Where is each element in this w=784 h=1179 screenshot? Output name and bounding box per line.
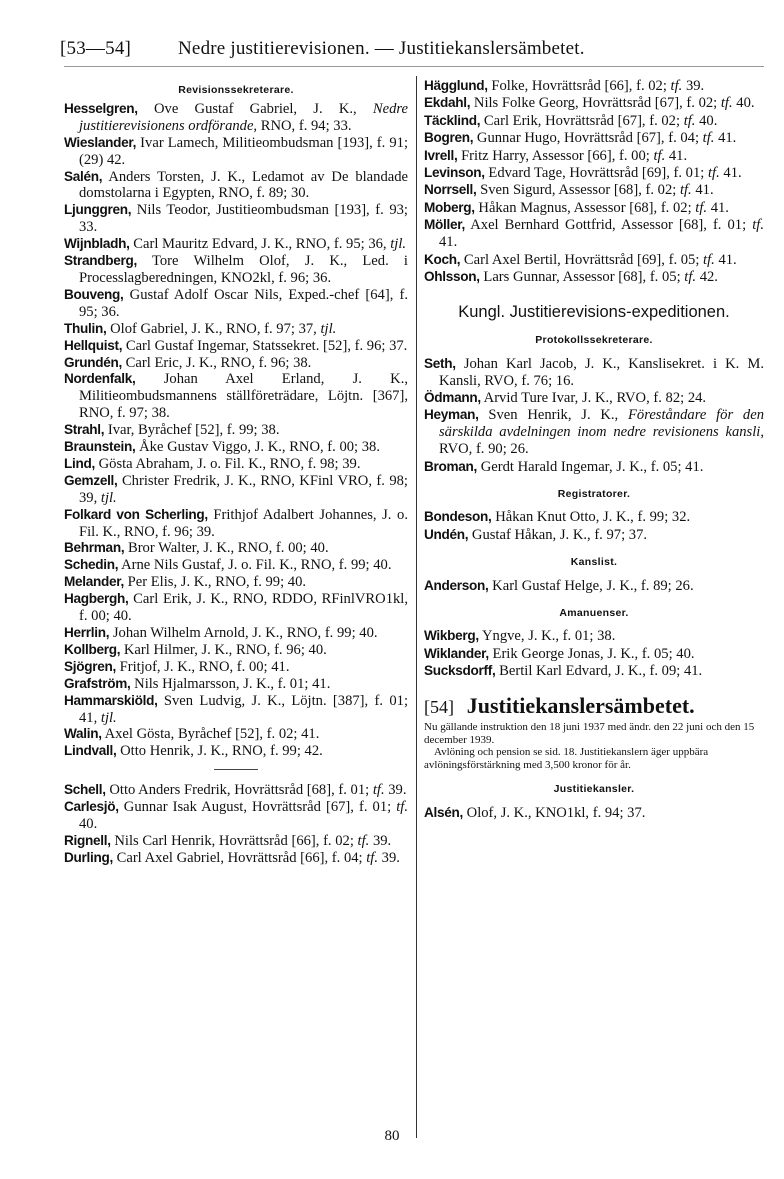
list-item [64, 591, 408, 625]
list-item [424, 407, 764, 458]
section-heading-justitiekansler: Justitiekansler. [553, 783, 635, 796]
entry-list [424, 628, 764, 680]
entry-text: Carl Erik, Hovrättsråd [67], f. 02; [480, 112, 684, 129]
list-item [64, 574, 408, 591]
person-name: Anderson, [424, 577, 489, 593]
list-item [64, 850, 408, 867]
person-name: Lindvall, [64, 743, 117, 759]
entry-text: Nils Carl Henrik, Hovrättsråd [66], f. 02; [110, 832, 358, 849]
entry-title-italic: tf. [653, 147, 666, 164]
list-item [424, 663, 764, 680]
entry-text: Carl Erik, J. K., RNO, RDDO, RFinlVRO1kl, f. 00; 40. [79, 591, 408, 625]
list-item [64, 625, 408, 642]
list-item [64, 782, 408, 799]
section-heading-registratorer: Registratorer. [557, 487, 631, 500]
entry-text: Per Elis, J. K., RNO, f. 99; 40. [124, 574, 307, 591]
person-name: Schell, [64, 782, 106, 798]
column-rule [416, 76, 417, 1138]
list-item [424, 200, 764, 217]
entry-text: 40. [79, 816, 98, 833]
person-name: Ivrell, [424, 147, 458, 163]
entry-text: 41. [719, 165, 742, 182]
person-name: Ekdahl, [424, 95, 471, 111]
person-name: Alsén, [424, 805, 463, 820]
entry-text: Nils Hjalmarsson, J. K., f. 01; 41. [130, 675, 331, 692]
entry-title-italic: tf. [670, 78, 683, 94]
list-item [64, 540, 408, 557]
entry-text: Sven Henrik, J. K., [478, 407, 628, 424]
person-name: Nordenfalk, [64, 371, 136, 387]
running-header [60, 38, 760, 60]
person-name: Grafström, [64, 675, 131, 691]
entry-title-italic: tf. [366, 849, 379, 866]
entry-title-italic: tf. [695, 199, 708, 216]
entry-text: Johan Karl Jacob, J. K., Kanslisekret. i K. M. Kansli, RVO, f. 76; 16. [439, 355, 764, 389]
list-item [424, 113, 764, 130]
entry-text: Carl Mauritz Edvard, J. K., RNO, f. 95; 36, [129, 236, 391, 253]
entry-list [424, 805, 764, 822]
list-item [64, 135, 408, 169]
entry-text: 40. [732, 95, 755, 112]
person-name: Durling, [64, 849, 113, 865]
section-heading-amanuenser: Amanuenser. [559, 606, 629, 619]
entry-text: Johan Axel Erland, J. K., Militieombudsmannens ställföreträdare, Löjtn. [367], RNO, f. 97; 38. [79, 371, 408, 422]
entry-text: Håkan Magnus, Assessor [68], f. 02; [474, 199, 696, 216]
entry-text: Åke Gustav Viggo, J. K., RNO, f. 00; 38. [135, 439, 380, 456]
entry-text: 41. [439, 234, 458, 251]
right-column [424, 78, 764, 822]
entry-text: Axel Gösta, Byråchef [52], f. 02; 41. [101, 726, 320, 743]
entry-list [64, 101, 408, 760]
entry-text: Arvid Ture Ivar, J. K., RVO, f. 82; 24. [480, 390, 707, 406]
entry-title-italic: tjl. [100, 709, 117, 726]
person-name: Wijnbladh, [64, 236, 130, 252]
list-item [424, 217, 764, 251]
entry-text: Otto Henrik, J. K., RNO, f. 99; 42. [116, 743, 323, 760]
entry-title-italic: tf. [720, 95, 733, 112]
person-name: Strahl, [64, 422, 105, 438]
person-name: Braunstein, [64, 439, 136, 455]
list-item [424, 578, 764, 595]
entry-text: Folke, Hovrättsråd [66], f. 02; [487, 78, 671, 94]
list-item [64, 456, 408, 473]
entry-title-italic: tf. [702, 130, 715, 147]
list-item [64, 743, 408, 760]
entry-text: Fritjof, J. K., RNO, f. 00; 41. [115, 658, 290, 675]
entry-text: Anders Torsten, J. K., Ledamot av De blandade domstolarna i Egypten, RNO, f. 89; 30. [79, 168, 408, 202]
entry-text: 41. [714, 251, 737, 268]
list-item [424, 148, 764, 165]
list-item [64, 659, 408, 676]
entry-text: Gerdt Harald Ingemar, J. K., f. 05; 41. [477, 458, 704, 475]
section-heading-protokollssekreterare: Protokollssekreterare. [535, 333, 653, 346]
person-name: Undén, [424, 526, 469, 542]
note-salary: Avlöning och pension se sid. 18. Justitiekanslern äger uppbära avlöningsförstärkning med 3,500 kronor för år. [424, 746, 709, 771]
person-name: Bondeson, [424, 509, 492, 525]
section-heading-revisionssekreterare: Revisionssekreterare. [178, 84, 294, 96]
entry-list [424, 509, 764, 543]
entry-title-italic: tjl. [390, 236, 407, 253]
header-page-range: [53—54] [60, 38, 132, 59]
person-name: Folkard von Scherling, [64, 506, 208, 522]
entry-title-italic: tf. [396, 799, 408, 816]
separator-rule [214, 769, 258, 770]
entry-text: 41. [665, 147, 688, 164]
entry-text: 41. [714, 130, 737, 147]
entry-title-italic: Föreståndare för den särskilda avdelningen inom nedre revisionens kansli, [439, 407, 764, 441]
person-name: Behrman, [64, 540, 125, 556]
note-instruction: Nu gällande instruktion den 18 juni 1937 med ändr. den 22 juni och den 15 december 1939. [424, 721, 755, 746]
list-item [424, 269, 764, 286]
entry-list [424, 78, 764, 286]
list-item [424, 78, 764, 95]
entry-text: Ove Gustaf Gabriel, J. K., [137, 100, 373, 117]
list-item [64, 338, 408, 355]
entry-text: Fritz Harry, Assessor [66], f. 00; [457, 147, 654, 164]
left-column [64, 78, 408, 867]
person-name: Salén, [64, 168, 103, 184]
entry-title-italic: tf. [703, 251, 715, 268]
person-name: Broman, [424, 458, 478, 474]
person-name: Ljunggren, [64, 202, 132, 218]
entry-list [424, 356, 764, 476]
entry-title-italic: tjl. [320, 320, 337, 337]
entry-text: Karl Gustaf Helge, J. K., f. 89; 26. [488, 577, 694, 594]
entry-text: Carl Gustaf Ingemar, Statssekret. [52], f. 96; 37. [122, 337, 408, 354]
entry-text: 40. [695, 112, 718, 129]
list-item [424, 459, 764, 476]
list-item [424, 628, 764, 645]
entry-text: Carl Axel Gabriel, Hovrättsråd [66], f. 04; [112, 849, 367, 866]
entry-text: RNO, f. 94; 33. [257, 117, 352, 134]
list-item [424, 130, 764, 147]
entry-title-italic: tf. [679, 182, 692, 199]
person-name: Möller, [424, 217, 465, 233]
list-item [64, 642, 408, 659]
entry-text: Gösta Abraham, J. o. Fil. K., RNO, f. 98; 39. [94, 455, 361, 472]
person-name: Norrsell, [424, 182, 477, 198]
section-heading-kanslist: Kanslist. [570, 555, 618, 568]
entry-text: Bertil Karl Edvard, J. K., f. 09; 41. [495, 663, 703, 680]
list-item [64, 557, 408, 574]
person-name: Strandberg, [64, 253, 137, 269]
chapter-number: [54] [424, 697, 454, 718]
page-number: 80 [384, 1128, 400, 1144]
list-item [64, 321, 408, 338]
list-item [64, 236, 408, 253]
person-name: Hellquist, [64, 337, 123, 353]
entry-title-italic: tf. [707, 165, 720, 182]
list-item [64, 507, 408, 541]
entry-text: Edvard Tage, Hovrättsråd [69], f. 01; [484, 165, 708, 182]
entry-text: 41. [691, 182, 714, 199]
list-item [64, 473, 408, 507]
entry-text: 39. [378, 849, 400, 866]
entry-text: Olof Gabriel, J. K., RNO, f. 97; 37, [106, 320, 321, 337]
list-item [64, 799, 408, 833]
list-item [424, 390, 764, 407]
person-name: Levinson, [424, 165, 485, 181]
entry-title-italic: tf. [372, 782, 385, 799]
entry-text: Håkan Knut Otto, J. K., f. 99; 32. [491, 509, 691, 526]
entry-text: Tore Wilhelm Olof, J. K., Led. i Processlagberedningen, KNO2kl, f. 96; 36. [79, 253, 408, 286]
person-name: Schedin, [64, 557, 119, 573]
person-name: Bouveng, [64, 286, 124, 302]
entry-text: 39. [682, 78, 705, 94]
list-item [424, 95, 764, 112]
person-name: Koch, [424, 251, 461, 267]
person-name: Sucksdorff, [424, 663, 496, 679]
person-name: Melander, [64, 574, 125, 590]
person-name: Sjögren, [64, 658, 116, 674]
entry-title-italic: tf. [752, 217, 764, 234]
list-item [64, 253, 408, 287]
entry-text: Sven Sigurd, Assessor [68], f. 02; [476, 182, 680, 199]
entry-text: 41. [707, 199, 729, 216]
list-item [64, 287, 408, 321]
person-name: Kollberg, [64, 641, 121, 657]
person-name: Hägglund, [424, 78, 488, 93]
person-name: Hagbergh, [64, 591, 129, 607]
entry-list [424, 578, 764, 595]
list-item [64, 439, 408, 456]
entry-list [64, 782, 408, 867]
list-item [64, 101, 408, 135]
list-item [64, 676, 408, 693]
person-name: Carlesjö, [64, 799, 119, 815]
list-item [64, 355, 408, 372]
list-item [424, 182, 764, 199]
entry-text: Ivar Lamech, Militieombudsman [193], f. 91; (29) 42. [79, 134, 408, 168]
list-item [424, 252, 764, 269]
list-item [64, 371, 408, 422]
entry-title-italic: tjl. [100, 489, 117, 506]
entry-text: 39. [384, 782, 407, 799]
person-name: Hammarskiöld, [64, 692, 158, 708]
person-name: Lind, [64, 455, 95, 471]
entry-text: Axel Bernhard Gottfrid, Assessor [68], f. 01; [464, 217, 753, 234]
person-name: Moberg, [424, 199, 475, 215]
list-item [64, 202, 408, 236]
entry-text: Otto Anders Fredrik, Hovrättsråd [68], f. 01; [105, 782, 373, 799]
header-rule [64, 66, 764, 67]
list-item [64, 726, 408, 743]
entry-text: 39. [369, 832, 392, 849]
person-name: Heyman, [424, 407, 479, 423]
entry-title-italic: Nedre justitierevisionens ordförande, [79, 100, 408, 134]
entry-text: Sven Ludvig, J. K., Löjtn. [387], f. 01; 41, [79, 692, 408, 726]
entry-text: Carl Axel Bertil, Hovrättsråd [69], f. 05; [460, 251, 704, 268]
entry-text: Christer Fredrik, J. K., RNO, KFinl VRO, f. 98; 39, [79, 472, 408, 506]
list-item [64, 169, 408, 203]
entry-text: Arne Nils Gustaf, J. o. Fil. K., RNO, f. 99; 40. [118, 557, 392, 574]
entry-text: 42. [696, 268, 718, 285]
list-item [424, 356, 764, 390]
person-name: Hesselgren, [64, 100, 138, 116]
entry-text: Nils Folke Georg, Hovrättsråd [67], f. 02; [470, 95, 721, 112]
list-item [424, 805, 764, 822]
instruction-note [424, 721, 764, 771]
person-name: Thulin, [64, 320, 107, 336]
person-name: Täcklind, [424, 112, 481, 128]
entry-text: Gunnar Hugo, Hovrättsråd [67], f. 04; [473, 130, 703, 147]
entry-text: Ivar, Byråchef [52], f. 99; 38. [104, 422, 280, 439]
entry-text: Olof, J. K., KNO1kl, f. 94; 37. [463, 805, 646, 821]
chapter-title: Justitiekanslersämbetet. [466, 693, 695, 719]
person-name: Wiklander, [424, 645, 489, 661]
person-name: Bogren, [424, 130, 474, 146]
entry-text: Gustaf Håkan, J. K., f. 97; 37. [468, 526, 648, 543]
entry-text: Gustaf Adolf Oscar Nils, Exped.-chef [64], f. 95; 36. [79, 286, 408, 320]
list-item [64, 693, 408, 727]
entry-text: RVO, f. 90; 26. [439, 441, 529, 458]
subheading-justitierevisions-expeditionen: Kungl. Justitierevisions-expeditionen. [458, 302, 730, 321]
entry-text: Gunnar Isak August, Hovrättsråd [67], f. 01; [118, 799, 397, 816]
list-item [64, 833, 408, 850]
entry-text: Johan Wilhelm Arnold, J. K., RNO, f. 99; 40. [109, 625, 378, 641]
person-name: Walin, [64, 726, 102, 742]
entry-title-italic: tf. [683, 112, 696, 129]
person-name: Seth, [424, 355, 456, 371]
person-name: Herrlin, [64, 625, 110, 640]
person-name: Gemzell, [64, 472, 118, 488]
person-name: Wieslander, [64, 134, 137, 150]
person-name: Wikberg, [424, 628, 479, 644]
entry-text: Nils Teodor, Justitieombudsman [193], f. 93; 33. [79, 202, 408, 236]
person-name: Rignell, [64, 832, 111, 848]
list-item [64, 422, 408, 439]
list-item [424, 509, 764, 526]
entry-title-italic: tf. [357, 832, 370, 849]
entry-text: Frithjof Adalbert Johannes, J. o. Fil. K., RNO, f. 96; 39. [79, 506, 408, 540]
list-item [424, 165, 764, 182]
list-item [424, 527, 764, 544]
chapter-heading [424, 693, 764, 719]
entry-text: Bror Walter, J. K., RNO, f. 00; 40. [124, 540, 329, 557]
entry-title-italic: tf. [684, 268, 697, 285]
entry-text: Erik George Jonas, J. K., f. 05; 40. [488, 645, 695, 662]
entry-text: Lars Gunnar, Assessor [68], f. 05; [479, 268, 685, 285]
list-item [424, 646, 764, 663]
person-name: Ödmann, [424, 390, 481, 405]
person-name: Grundén, [64, 354, 123, 370]
entry-text: Yngve, J. K., f. 01; 38. [478, 628, 616, 645]
header-title: Nedre justitierevisionen. — Justitiekanslersämbetet. [178, 38, 585, 59]
entry-text: Karl Hilmer, J. K., RNO, f. 96; 40. [120, 641, 327, 658]
person-name: Ohlsson, [424, 268, 480, 284]
entry-text: Carl Eric, J. K., RNO, f. 96; 38. [122, 354, 312, 371]
